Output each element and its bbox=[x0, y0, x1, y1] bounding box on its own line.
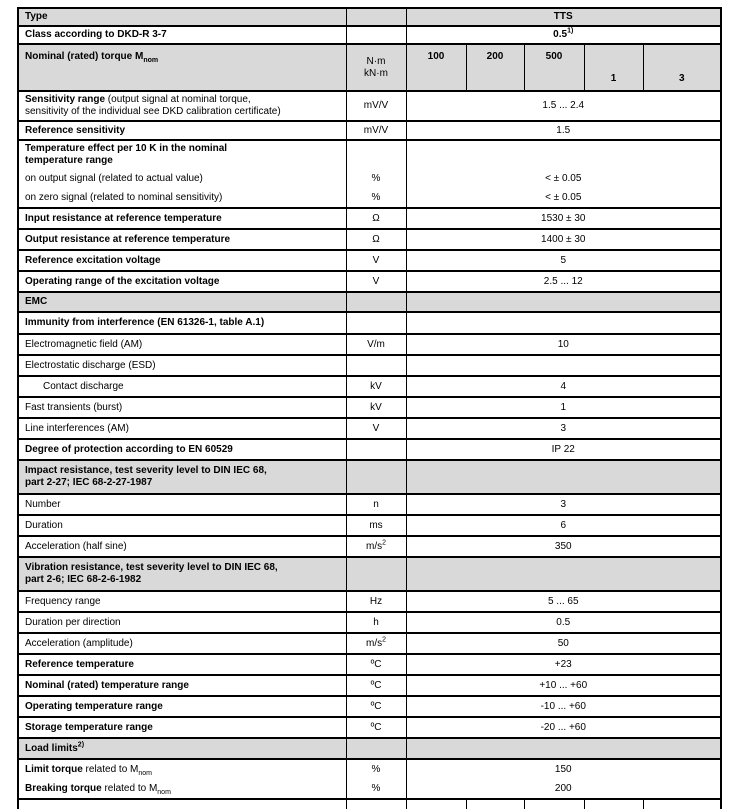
text-segment: TTS bbox=[553, 11, 573, 22]
degree-of-protection-row bbox=[18, 439, 721, 460]
text-segment: Degree of protection according to EN 60529 bbox=[25, 443, 233, 455]
reference-sensitivity-unit bbox=[346, 121, 406, 140]
line-interferences-label bbox=[18, 418, 346, 439]
text-segment: 0.5 bbox=[556, 616, 571, 628]
class-unit bbox=[346, 26, 406, 44]
text-segment: Vibration resistance, test severity level to DIN IEC 68, bbox=[25, 562, 278, 573]
text-segment: on zero signal (related to nominal sensitivity) bbox=[25, 192, 223, 203]
temp-zero-signal-unit bbox=[346, 189, 406, 208]
duration-per-direction-row bbox=[18, 612, 721, 633]
text-segment: ºC bbox=[370, 700, 382, 712]
text-segment: Operating temperature range bbox=[25, 700, 163, 712]
text-segment: Reference excitation voltage bbox=[25, 254, 161, 266]
text-segment: < ± 0.05 bbox=[545, 173, 582, 184]
text-segment: ºC bbox=[370, 721, 382, 733]
text-segment: 3 bbox=[560, 498, 567, 510]
temp-output-signal-row bbox=[18, 169, 721, 189]
text-segment: Type bbox=[25, 11, 48, 22]
input-resistance-label bbox=[18, 208, 346, 229]
operating-excitation-range-unit bbox=[346, 271, 406, 292]
temp-output-signal-unit bbox=[346, 169, 406, 189]
operating-excitation-range-label bbox=[18, 271, 346, 292]
class-label bbox=[18, 26, 346, 44]
contact-discharge-value bbox=[406, 376, 721, 397]
text-segment: part 2-27; IEC 68-2-27-1987 bbox=[25, 477, 153, 488]
fast-transients-row bbox=[18, 397, 721, 418]
text-segment: Nominal (rated) temperature range bbox=[25, 679, 189, 691]
impact-duration-label bbox=[18, 515, 346, 536]
frequency-range-label bbox=[18, 591, 346, 612]
reference-excitation-voltage-unit bbox=[346, 250, 406, 271]
text-segment: 200 bbox=[486, 51, 504, 62]
text-segment: 4 bbox=[560, 380, 567, 392]
output-resistance-label bbox=[18, 229, 346, 250]
vibration-acceleration-row bbox=[18, 633, 721, 654]
line-interferences-unit bbox=[346, 418, 406, 439]
text-segment: nom bbox=[143, 57, 159, 64]
text-segment: 1.5 ... 2.4 bbox=[542, 100, 585, 111]
text-segment: EMC bbox=[25, 296, 48, 307]
temp-zero-signal-label bbox=[18, 189, 346, 208]
vibration-resistance-row bbox=[18, 557, 721, 591]
electrostatic-discharge-label bbox=[18, 355, 346, 376]
text-segment: Output resistance at reference temperature bbox=[25, 233, 231, 245]
impact-resistance-row bbox=[18, 460, 721, 494]
limit-torque-row bbox=[18, 759, 721, 779]
text-segment: Storage temperature range bbox=[25, 721, 153, 733]
immunity-value bbox=[406, 312, 721, 334]
nominal-torque-row bbox=[18, 44, 721, 91]
next-row-partial-value-1 bbox=[466, 799, 524, 809]
operating-temperature-range-unit bbox=[346, 696, 406, 717]
text-segment: (output signal at nominal torque, bbox=[105, 94, 251, 105]
sensitivity-range-unit bbox=[346, 91, 406, 121]
text-segment: 1) bbox=[567, 27, 574, 35]
text-segment: Reference sensitivity bbox=[25, 124, 126, 136]
text-segment: Reference temperature bbox=[25, 658, 134, 670]
electromagnetic-field-row bbox=[18, 334, 721, 355]
input-resistance-unit bbox=[346, 208, 406, 229]
vibration-acceleration-unit bbox=[346, 633, 406, 654]
text-segment: 0.5 bbox=[553, 29, 568, 40]
temp-zero-signal-value bbox=[406, 189, 721, 208]
impact-acceleration-unit bbox=[346, 536, 406, 557]
text-segment: h bbox=[373, 616, 379, 628]
text-segment: Contact discharge bbox=[43, 380, 124, 392]
contact-discharge-label bbox=[18, 376, 346, 397]
duration-per-direction-unit bbox=[346, 612, 406, 633]
storage-temperature-range-row bbox=[18, 717, 721, 738]
vibration-resistance-label bbox=[18, 557, 346, 591]
text-segment: n bbox=[373, 498, 379, 510]
text-segment: % bbox=[371, 192, 381, 203]
text-segment: Breaking torque bbox=[25, 782, 102, 794]
text-segment: nom bbox=[138, 769, 152, 777]
text-segment: Operating range of the excitation voltage bbox=[25, 275, 220, 287]
load-limits-label bbox=[18, 738, 346, 759]
text-segment: % bbox=[371, 782, 381, 794]
type-unit bbox=[346, 8, 406, 26]
emc-row bbox=[18, 292, 721, 312]
text-segment: on output signal (related to actual value) bbox=[25, 173, 203, 184]
text-segment: Number bbox=[25, 498, 61, 510]
next-row-partial-label bbox=[18, 799, 346, 809]
nominal-torque-unit bbox=[346, 44, 406, 91]
class-row bbox=[18, 26, 721, 44]
reference-temperature-value bbox=[406, 654, 721, 675]
nominal-temperature-range-row bbox=[18, 675, 721, 696]
operating-temperature-range-value bbox=[406, 696, 721, 717]
reference-sensitivity-label bbox=[18, 121, 346, 140]
text-segment: Electrostatic discharge (ESD) bbox=[25, 359, 156, 371]
text-segment: Acceleration (half sine) bbox=[25, 540, 127, 552]
text-segment: part 2-6; IEC 68-2-6-1982 bbox=[25, 574, 142, 585]
fast-transients-value bbox=[406, 397, 721, 418]
text-segment: sensitivity of the individual see DKD calibration certificate) bbox=[25, 106, 281, 117]
impact-resistance-value bbox=[406, 460, 721, 494]
text-segment: Ω bbox=[372, 233, 380, 245]
text-segment: ºC bbox=[370, 679, 382, 691]
fast-transients-unit bbox=[346, 397, 406, 418]
next-row-partial-unit bbox=[346, 799, 406, 809]
degree-of-protection-unit bbox=[346, 439, 406, 460]
text-segment: 1.5 bbox=[556, 124, 571, 136]
text-segment: Nominal (rated) torque M bbox=[25, 51, 144, 62]
text-segment: 2 bbox=[382, 636, 386, 644]
output-resistance-value bbox=[406, 229, 721, 250]
text-segment: 1530 ± 30 bbox=[541, 212, 586, 224]
line-interferences-value bbox=[406, 418, 721, 439]
text-segment: IP 22 bbox=[551, 443, 575, 455]
reference-sensitivity-row bbox=[18, 121, 721, 140]
impact-resistance-label bbox=[18, 460, 346, 494]
text-segment: -20 ... +60 bbox=[540, 721, 586, 733]
degree-of-protection-value bbox=[406, 439, 721, 460]
text-segment: mV/V bbox=[363, 124, 389, 136]
degree-of-protection-label bbox=[18, 439, 346, 460]
text-segment: Line interferences (AM) bbox=[25, 422, 129, 434]
text-segment: % bbox=[371, 173, 381, 184]
nominal-torque-value-4 bbox=[643, 44, 721, 91]
temp-output-signal-label bbox=[18, 169, 346, 189]
temperature-effect-unit bbox=[346, 140, 406, 169]
text-segment: 5 ... 65 bbox=[547, 595, 579, 607]
text-segment: nom bbox=[157, 788, 171, 796]
contact-discharge-unit bbox=[346, 376, 406, 397]
vibration-resistance-value bbox=[406, 557, 721, 591]
impact-acceleration-value bbox=[406, 536, 721, 557]
text-segment: m/s bbox=[365, 540, 383, 552]
next-row-partial-value-4 bbox=[643, 799, 721, 809]
next-row-partial-value-3 bbox=[584, 799, 643, 809]
text-segment: < ± 0.05 bbox=[545, 192, 582, 203]
operating-excitation-range-value bbox=[406, 271, 721, 292]
text-segment: V bbox=[372, 275, 380, 287]
input-resistance-value bbox=[406, 208, 721, 229]
text-segment: 1 bbox=[560, 401, 567, 413]
electromagnetic-field-unit bbox=[346, 334, 406, 355]
text-segment: Impact resistance, test severity level to DIN IEC 68, bbox=[25, 465, 267, 476]
text-segment: ºC bbox=[370, 658, 382, 670]
immunity-label bbox=[18, 312, 346, 334]
duration-per-direction-label bbox=[18, 612, 346, 633]
text-segment: 2 bbox=[382, 539, 386, 547]
breaking-torque-label bbox=[18, 779, 346, 799]
electrostatic-discharge-value bbox=[406, 355, 721, 376]
temperature-effect-label bbox=[18, 140, 346, 169]
operating-temperature-range-row bbox=[18, 696, 721, 717]
impact-acceleration-label bbox=[18, 536, 346, 557]
contact-discharge-row bbox=[18, 376, 721, 397]
nominal-temperature-range-label bbox=[18, 675, 346, 696]
text-segment: N·m bbox=[366, 55, 386, 67]
text-segment: 1 bbox=[610, 73, 617, 84]
text-segment: Class according to DKD-R 3-7 bbox=[25, 29, 167, 40]
text-segment: V bbox=[372, 254, 380, 266]
text-segment: 5 bbox=[560, 254, 567, 266]
immunity-unit bbox=[346, 312, 406, 334]
vibration-resistance-unit bbox=[346, 557, 406, 591]
emc-label bbox=[18, 292, 346, 312]
limit-torque-unit bbox=[346, 759, 406, 779]
text-segment: ms bbox=[369, 519, 383, 531]
sensitivity-range-row bbox=[18, 91, 721, 121]
sensitivity-range-label bbox=[18, 91, 346, 121]
load-limits-value bbox=[406, 738, 721, 759]
nominal-torque-value-1 bbox=[466, 44, 524, 91]
output-resistance-unit bbox=[346, 229, 406, 250]
text-segment: Hz bbox=[369, 595, 383, 607]
reference-excitation-voltage-label bbox=[18, 250, 346, 271]
text-segment: 350 bbox=[554, 540, 572, 552]
vibration-acceleration-label bbox=[18, 633, 346, 654]
next-row-partial-value-0 bbox=[406, 799, 466, 809]
reference-temperature-unit bbox=[346, 654, 406, 675]
text-segment: m/s bbox=[365, 637, 383, 649]
breaking-torque-row bbox=[18, 779, 721, 799]
frequency-range-unit bbox=[346, 591, 406, 612]
temp-zero-signal-row bbox=[18, 189, 721, 208]
text-segment: Limit torque bbox=[25, 763, 83, 775]
text-segment: +23 bbox=[554, 658, 572, 670]
operating-excitation-range-row bbox=[18, 271, 721, 292]
text-segment: Ω bbox=[372, 212, 380, 224]
text-segment: 10 bbox=[557, 338, 569, 350]
emc-unit bbox=[346, 292, 406, 312]
electrostatic-discharge-unit bbox=[346, 355, 406, 376]
emc-value bbox=[406, 292, 721, 312]
class-value bbox=[406, 26, 721, 44]
fast-transients-label bbox=[18, 397, 346, 418]
type-label bbox=[18, 8, 346, 26]
text-segment: 500 bbox=[545, 51, 563, 62]
immunity-row bbox=[18, 312, 721, 334]
temperature-effect-row bbox=[18, 140, 721, 169]
impact-duration-row bbox=[18, 515, 721, 536]
text-segment: Load limits bbox=[25, 742, 78, 754]
limit-torque-label bbox=[18, 759, 346, 779]
output-resistance-row bbox=[18, 229, 721, 250]
spec-table bbox=[17, 7, 722, 809]
nominal-torque-label bbox=[18, 44, 346, 91]
breaking-torque-value bbox=[406, 779, 721, 799]
text-segment: 150 bbox=[554, 763, 572, 775]
reference-excitation-voltage-value bbox=[406, 250, 721, 271]
temp-output-signal-value bbox=[406, 169, 721, 189]
sensitivity-range-value bbox=[406, 91, 721, 121]
electromagnetic-field-value bbox=[406, 334, 721, 355]
load-limits-unit bbox=[346, 738, 406, 759]
input-resistance-row bbox=[18, 208, 721, 229]
storage-temperature-range-label bbox=[18, 717, 346, 738]
impact-acceleration-row bbox=[18, 536, 721, 557]
text-segment: V bbox=[372, 422, 380, 434]
text-segment: Input resistance at reference temperature bbox=[25, 212, 222, 224]
spec-table-body bbox=[18, 8, 721, 809]
storage-temperature-range-unit bbox=[346, 717, 406, 738]
next-row-partial-row bbox=[18, 799, 721, 809]
text-segment: V/m bbox=[367, 338, 385, 350]
impact-number-value bbox=[406, 494, 721, 515]
impact-resistance-unit bbox=[346, 460, 406, 494]
impact-number-unit bbox=[346, 494, 406, 515]
impact-number-row bbox=[18, 494, 721, 515]
text-segment: Temperature effect per 10 K in the nominal bbox=[25, 143, 228, 154]
text-segment: Fast transients (burst) bbox=[25, 401, 123, 413]
text-segment: kN·m bbox=[364, 67, 388, 79]
text-segment: 6 bbox=[560, 519, 567, 531]
text-segment: 1400 ± 30 bbox=[541, 233, 586, 245]
nominal-torque-value-2 bbox=[524, 44, 584, 91]
type-value bbox=[406, 8, 721, 26]
text-segment: Immunity from interference (EN 61326-1, table A.1) bbox=[25, 317, 265, 328]
nominal-torque-value-3 bbox=[584, 44, 643, 91]
electrostatic-discharge-row bbox=[18, 355, 721, 376]
nominal-torque-value-0 bbox=[406, 44, 466, 91]
text-segment: Electromagnetic field (AM) bbox=[25, 338, 143, 350]
load-limits-row bbox=[18, 738, 721, 759]
text-segment: 3 bbox=[560, 422, 567, 434]
text-segment: 2) bbox=[77, 741, 85, 749]
text-segment: 2.5 ... 12 bbox=[543, 275, 583, 287]
text-segment: temperature range bbox=[25, 155, 113, 166]
nominal-temperature-range-unit bbox=[346, 675, 406, 696]
reference-sensitivity-value bbox=[406, 121, 721, 140]
text-segment: Frequency range bbox=[25, 595, 101, 607]
impact-duration-unit bbox=[346, 515, 406, 536]
duration-per-direction-value bbox=[406, 612, 721, 633]
text-segment: Duration bbox=[25, 519, 63, 531]
text-segment: kV bbox=[370, 401, 382, 413]
type-row bbox=[18, 8, 721, 26]
frequency-range-row bbox=[18, 591, 721, 612]
line-interferences-row bbox=[18, 418, 721, 439]
temperature-effect-value bbox=[406, 140, 721, 169]
limit-torque-value bbox=[406, 759, 721, 779]
text-segment: -10 ... +60 bbox=[540, 700, 586, 712]
next-row-partial-value-2 bbox=[524, 799, 584, 809]
storage-temperature-range-value bbox=[406, 717, 721, 738]
impact-number-label bbox=[18, 494, 346, 515]
text-segment: mV/V bbox=[363, 100, 389, 111]
operating-temperature-range-label bbox=[18, 696, 346, 717]
nominal-temperature-range-value bbox=[406, 675, 721, 696]
text-segment: 100 bbox=[427, 51, 445, 62]
text-segment: 200 bbox=[554, 782, 572, 794]
text-segment: related to M bbox=[82, 763, 139, 775]
text-segment: Sensitivity range bbox=[25, 94, 106, 105]
reference-temperature-row bbox=[18, 654, 721, 675]
text-segment: Acceleration (amplitude) bbox=[25, 637, 133, 649]
text-segment: +10 ... +60 bbox=[539, 679, 588, 691]
reference-excitation-voltage-row bbox=[18, 250, 721, 271]
electromagnetic-field-label bbox=[18, 334, 346, 355]
breaking-torque-unit bbox=[346, 779, 406, 799]
text-segment: 3 bbox=[678, 73, 685, 84]
text-segment: 50 bbox=[557, 637, 569, 649]
text-segment: % bbox=[371, 763, 381, 775]
text-segment: related to M bbox=[101, 782, 158, 794]
impact-duration-value bbox=[406, 515, 721, 536]
frequency-range-value bbox=[406, 591, 721, 612]
reference-temperature-label bbox=[18, 654, 346, 675]
text-segment: kV bbox=[370, 380, 382, 392]
text-segment: Duration per direction bbox=[25, 616, 121, 628]
vibration-acceleration-value bbox=[406, 633, 721, 654]
